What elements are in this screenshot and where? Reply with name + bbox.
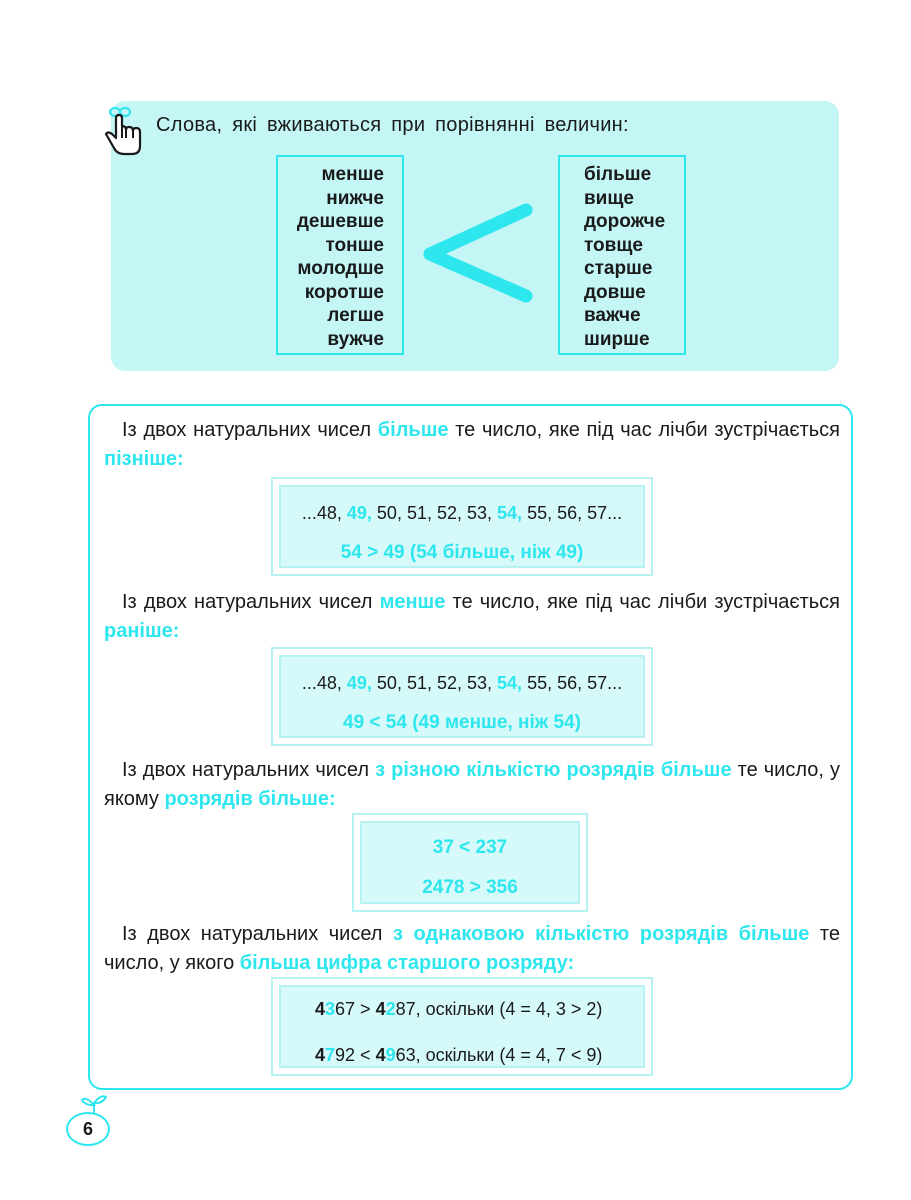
vocabulary-heading: Слова, які вживаються при порівнянні величин: — [156, 114, 629, 136]
comparison-line-2: 2478 > 356 — [422, 877, 518, 898]
example-box-3 — [352, 813, 588, 912]
less-words-box — [276, 155, 404, 355]
word-item: дешевше — [296, 211, 384, 232]
rule-paragraph-2: Із двох натуральних чисел менше те число, яке під час лічби зустрічається раніше: — [104, 591, 840, 642]
more-words-box — [558, 155, 686, 355]
word-item: важче — [584, 305, 641, 326]
number-sequence: ...48, 49, 50, 51, 52, 53, 54, 55, 56, 57... — [301, 503, 623, 523]
word-item: менше — [321, 164, 384, 185]
number-sequence: ...48, 49, 50, 51, 52, 53, 54, 55, 56, 57... — [301, 673, 623, 693]
word-item: вище — [584, 187, 634, 209]
word-item: більше — [584, 164, 652, 185]
digit-comparison-1: 4367 > 4287, оскільки (4 = 4, 3 > 2) — [315, 999, 603, 1019]
rule-paragraph-1: Із двох натуральних чисел більше те число, яке під час лічби зустрічається пізніше: — [104, 419, 840, 470]
rule-paragraph-3: Із двох натуральних чисел з різною кількістю розрядів більше те число, у якому розрядів більше: — [104, 759, 840, 810]
word-item: товще — [584, 234, 643, 256]
word-item: старше — [584, 258, 653, 279]
word-item: легше — [327, 305, 384, 326]
word-item: ширше — [584, 328, 650, 350]
word-item: коротше — [304, 281, 384, 303]
comparison-result: 54 > 49 (54 більше, ніж 49) — [340, 542, 584, 563]
less-than-sign-icon — [418, 200, 538, 304]
page-number: 6 — [66, 1112, 110, 1146]
pointing-hand-icon — [100, 104, 144, 158]
word-item: молодше — [297, 258, 384, 279]
word-item: вужче — [327, 328, 384, 350]
example-box-4 — [271, 977, 653, 1076]
word-item: довше — [584, 281, 646, 303]
example-box-2 — [271, 647, 653, 746]
word-item: нижче — [326, 187, 384, 209]
word-item: тонше — [325, 234, 384, 256]
example-box-1 — [271, 477, 653, 576]
rule-paragraph-4: Із двох натуральних чисел з однаковою кількістю розрядів більше те число, у якого більша цифра старшого розряду: — [104, 923, 840, 974]
digit-comparison-2: 4792 < 4963, оскільки (4 = 4, 7 < 9) — [315, 1045, 603, 1065]
word-item: дорожче — [584, 211, 666, 232]
comparison-line-1: 37 < 237 — [432, 837, 508, 858]
comparison-result: 49 < 54 (49 менше, ніж 54) — [343, 712, 581, 733]
